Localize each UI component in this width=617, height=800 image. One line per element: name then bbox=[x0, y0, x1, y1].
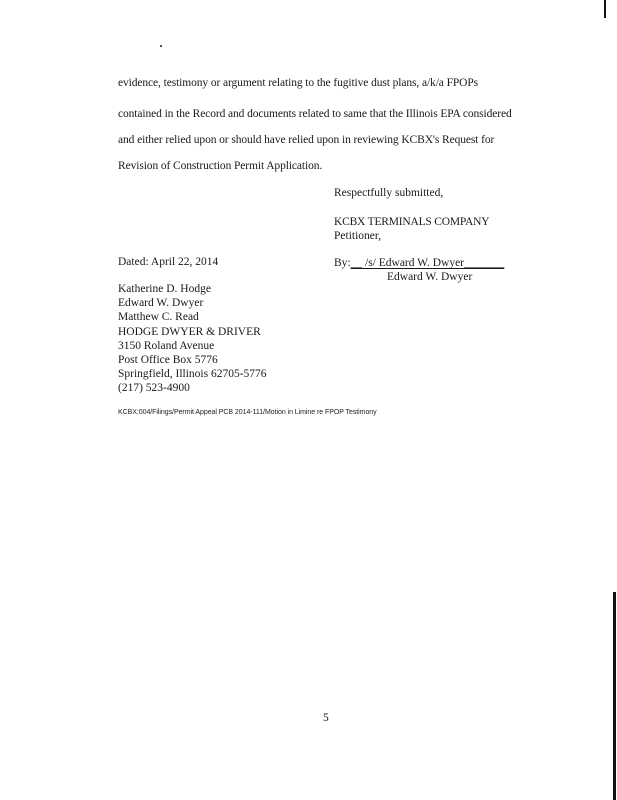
company-name: KCBX TERMINALS COMPANY bbox=[334, 216, 490, 228]
address-line: Post Office Box 5776 bbox=[118, 354, 218, 367]
signer-name: Edward W. Dwyer bbox=[387, 271, 473, 283]
attorney-line: Matthew C. Read bbox=[118, 311, 199, 324]
address-line: Springfield, Illinois 62705-5776 bbox=[118, 368, 267, 381]
date-line: Dated: April 22, 2014 bbox=[118, 256, 219, 268]
body-text-line: Revision of Construction Permit Application. bbox=[118, 160, 323, 172]
file-reference: KCBX:004/Filings/Permit Appeal PCB 2014-111/Motion in Limine re FPOP Testimony bbox=[118, 409, 377, 416]
body-text-line: contained in the Record and documents related to same that the Illinois EPA considered bbox=[118, 108, 512, 120]
body-text-line: and either relied upon or should have relied upon in reviewing KCBX's Request for bbox=[118, 134, 495, 146]
firm-name: HODGE DWYER & DRIVER bbox=[118, 325, 261, 338]
page-number: 5 bbox=[323, 712, 329, 724]
scan-edge-mark bbox=[613, 592, 616, 800]
address-line: 3150 Roland Avenue bbox=[118, 339, 215, 352]
attorney-block bbox=[118, 282, 267, 396]
scan-edge-mark bbox=[604, 0, 606, 18]
party-role: Petitioner, bbox=[334, 230, 382, 242]
scan-speck bbox=[160, 45, 162, 47]
attorney-line: Katherine D. Hodge bbox=[118, 283, 211, 295]
phone-number: (217) 523-4900 bbox=[118, 382, 190, 395]
by-label: By: bbox=[334, 257, 351, 269]
signature-line bbox=[334, 257, 504, 269]
closing-text: Respectfully submitted, bbox=[334, 187, 444, 199]
electronic-signature: __ /s/ Edward W. Dwyer_______ bbox=[350, 257, 505, 269]
attorney-line: Edward W. Dwyer bbox=[118, 297, 204, 310]
body-text-line: evidence, testimony or argument relating to the fugitive dust plans, a/k/a FPOPs bbox=[118, 77, 479, 89]
